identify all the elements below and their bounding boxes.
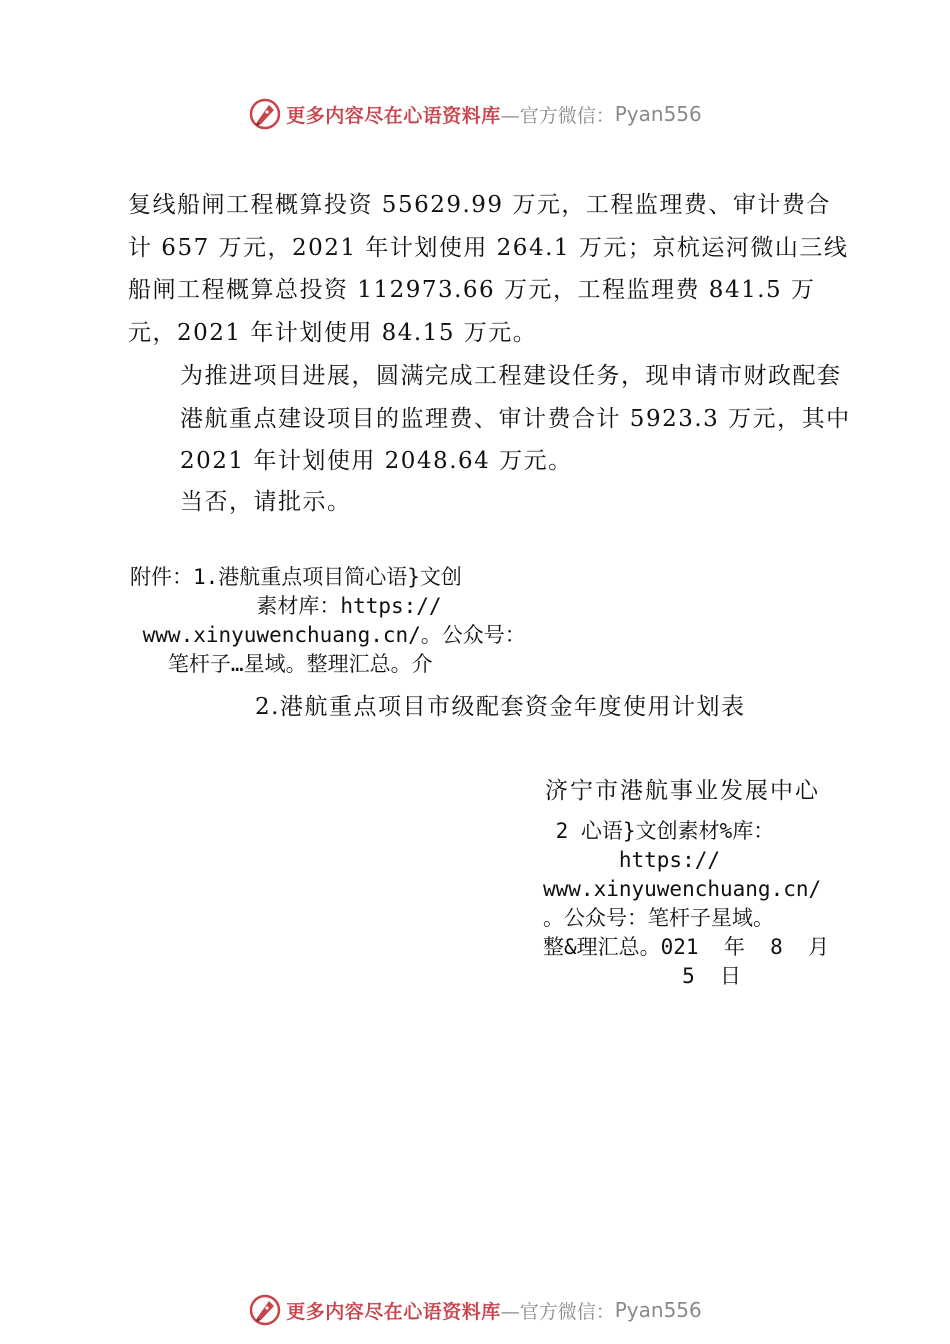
paragraph-investment bbox=[128, 184, 853, 354]
attachment-line: 附件：1.港航重点项目简心语}文创 bbox=[130, 565, 462, 589]
signature-line: 。公众号：笔杆子星域。 bbox=[543, 906, 774, 930]
attachment-line: www.xinyuwenchuang.cn/。公众号： bbox=[130, 623, 526, 647]
signature-date-block bbox=[543, 817, 829, 991]
paragraph-text: 当否，请批示。 bbox=[180, 489, 352, 515]
banner-wechat-label: —官方微信： bbox=[500, 104, 615, 127]
paragraph-request bbox=[128, 355, 853, 483]
signature-line: 整&理汇总。021 年 8 月 bbox=[543, 935, 830, 959]
banner-wechat-label: —官方微信： bbox=[500, 1300, 615, 1323]
attachment-item-2: 2.港航重点项目市级配套资金年度使用计划表 bbox=[255, 694, 746, 720]
pen-nib-icon bbox=[248, 1293, 282, 1327]
header-banner bbox=[0, 94, 950, 134]
attachments-block bbox=[130, 563, 526, 679]
signature-line: https:// bbox=[543, 848, 721, 872]
signature-line: 2 心语}文创素材%库： bbox=[543, 819, 775, 843]
paragraph-text: 为推进项目进展，圆满完成工程建设任务，现申请市财政配套港航重点建设项目的监理费、审计费合计 5923.3 万元，其中 2021 年计划使用 2048.64 万元。 bbox=[180, 363, 851, 474]
paragraph-text: 复线船闸工程概算投资 55629.99 万元，工程监理费、审计费合计 657 万元，2021 年计划使用 264.1 万元；京杭运河微山三线船闸工程概算总投资 112973.66 万元，工程监理费 841.5 万元，2021 年计划使用 84.15 万元。 bbox=[128, 192, 849, 346]
signature-org: 济宁市港航事业发展中心 bbox=[545, 778, 820, 804]
banner-title: 更多内容尽在心语资料库 bbox=[286, 104, 501, 127]
banner-wechat-id: Pyan556 bbox=[614, 1298, 702, 1322]
signature-line: www.xinyuwenchuang.cn/ bbox=[543, 877, 822, 901]
footer-banner bbox=[0, 1290, 950, 1330]
pen-nib-icon bbox=[248, 97, 282, 131]
paragraph-closing bbox=[128, 481, 853, 524]
attachment-line: 素材库：https:// bbox=[130, 594, 442, 618]
signature-line: 5 日 bbox=[543, 964, 742, 988]
banner-title: 更多内容尽在心语资料库 bbox=[286, 1300, 501, 1323]
banner-wechat-id: Pyan556 bbox=[614, 102, 702, 126]
attachment-line: 笔杆子…星域。整理汇总。介 bbox=[130, 652, 433, 676]
